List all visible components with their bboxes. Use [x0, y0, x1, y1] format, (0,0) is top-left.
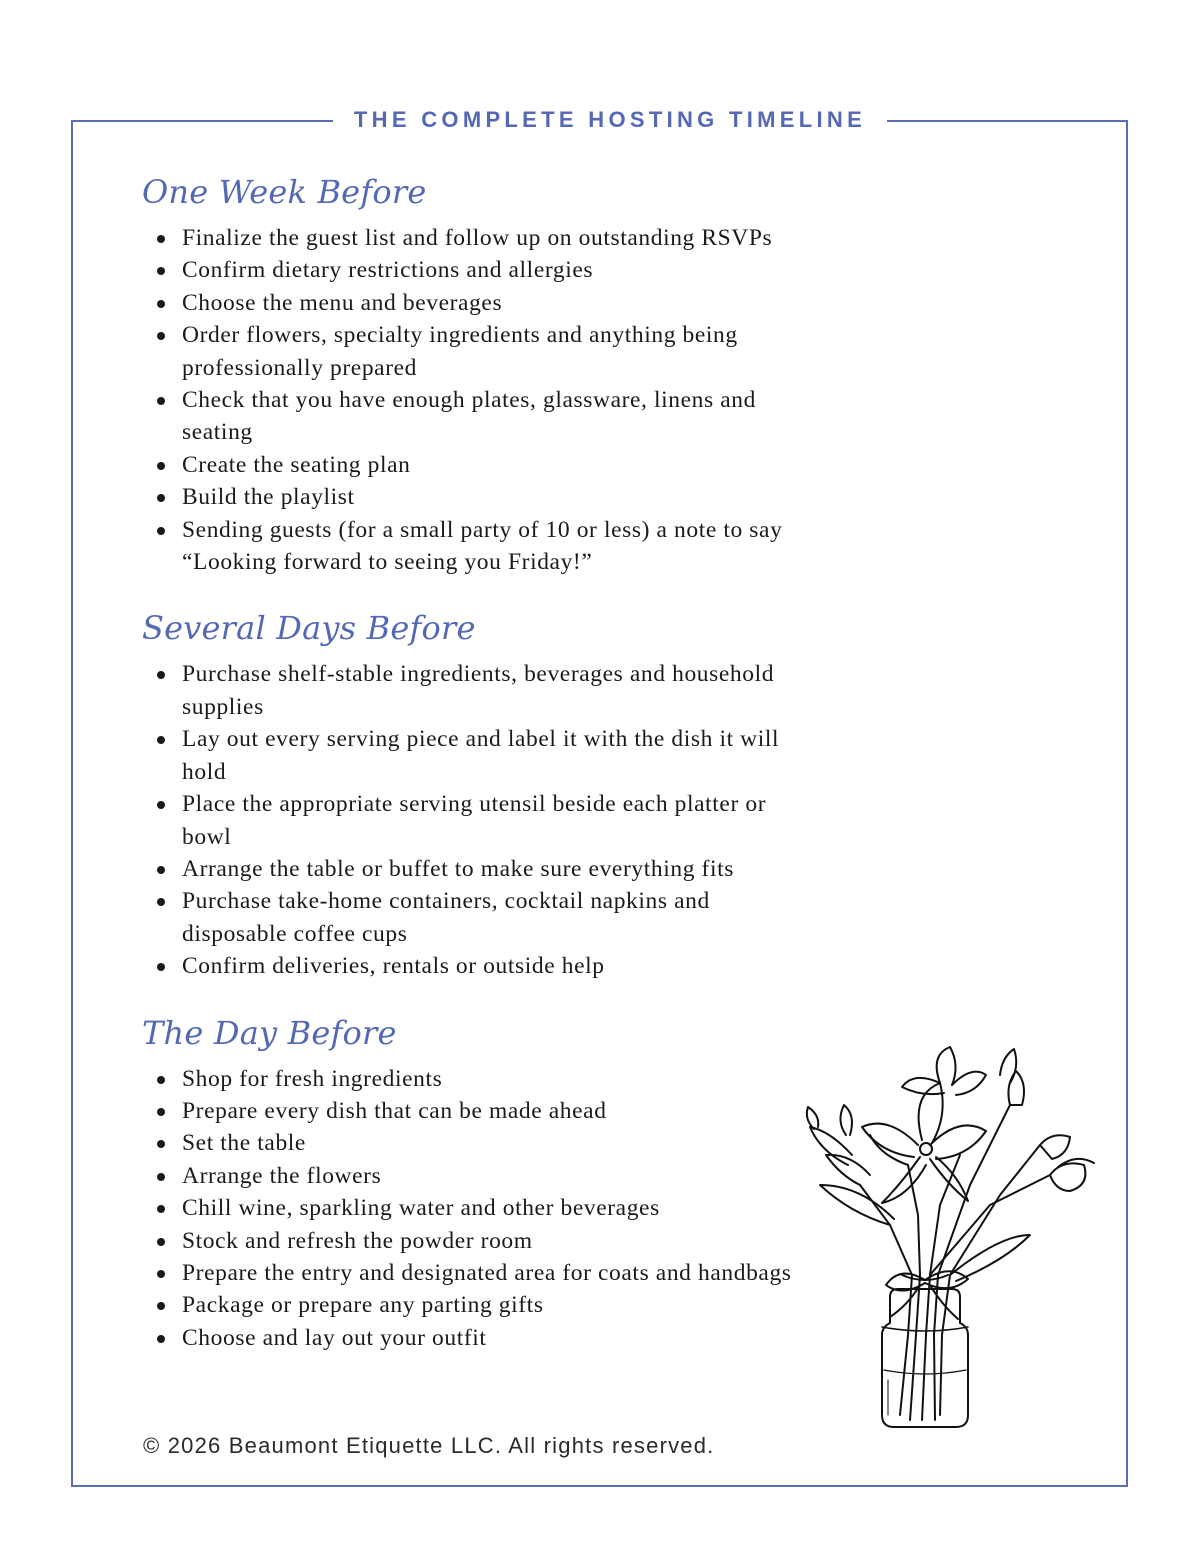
bullet-icon [157, 898, 165, 906]
list-item: Choose the menu and beverages [142, 287, 802, 319]
list-item: Package or prepare any parting gifts [142, 1289, 802, 1321]
section-title: One Week Before [142, 173, 427, 211]
bullet-icon [157, 963, 165, 971]
list-item: Build the playlist [142, 481, 802, 513]
bullet-icon [157, 801, 165, 809]
list-item: Arrange the flowers [142, 1160, 802, 1192]
bullet-icon [157, 527, 165, 535]
list-item: Sending guests (for a small party of 10 or less) a note to say “Looking forward to seeing you Friday!” [142, 514, 802, 579]
bullet-icon [157, 1076, 165, 1084]
list-item: Purchase take-home containers, cocktail napkins and disposable coffee cups [142, 885, 802, 950]
section-one-week-before [142, 168, 802, 578]
flower-vase-icon [790, 1035, 1110, 1435]
list-item: Confirm dietary restrictions and allergies [142, 254, 802, 286]
list-item: Prepare every dish that can be made ahead [142, 1095, 802, 1127]
bullet-icon [157, 671, 165, 679]
bullet-icon [157, 1205, 165, 1213]
bullet-icon [157, 1270, 165, 1278]
checklist [142, 222, 802, 578]
section-title: The Day Before [142, 1013, 397, 1052]
bullet-icon [157, 267, 165, 275]
bullet-icon [157, 1238, 165, 1246]
list-item: Finalize the guest list and follow up on outstanding RSVPs [142, 222, 802, 254]
list-item: Place the appropriate serving utensil beside each platter or bowl [142, 788, 802, 853]
checklist [142, 1063, 802, 1355]
list-item: Create the seating plan [142, 449, 802, 481]
bullet-icon [157, 462, 165, 470]
bullet-icon [157, 494, 165, 502]
checklist [142, 658, 802, 982]
section-title: Several Days Before [142, 609, 476, 648]
list-item: Purchase shelf-stable ingredients, beverages and household supplies [142, 658, 802, 723]
bullet-icon [157, 1108, 165, 1116]
bullet-icon [157, 300, 165, 308]
list-item: Lay out every serving piece and label it with the dish it will hold [142, 723, 802, 788]
timeline-content [142, 168, 802, 1354]
bullet-icon [157, 332, 165, 340]
list-item: Arrange the table or buffet to make sure everything fits [142, 853, 802, 885]
list-item: Choose and lay out your outfit [142, 1322, 802, 1354]
bullet-icon [157, 397, 165, 405]
page-title: THE COMPLETE HOSTING TIMELINE [333, 105, 887, 135]
list-item: Check that you have enough plates, glassware, linens and seating [142, 384, 802, 449]
copyright-text: © 2026 Beaumont Etiquette LLC. All rights reserved. [143, 1433, 715, 1458]
bullet-icon [157, 736, 165, 744]
bullet-icon [157, 1335, 165, 1343]
list-item: Order flowers, specialty ingredients and anything being professionally prepared [142, 319, 802, 384]
bullet-icon [157, 866, 165, 874]
bullet-icon [157, 1140, 165, 1148]
bullet-icon [157, 235, 165, 243]
list-item: Stock and refresh the powder room [142, 1225, 802, 1257]
section-several-days-before [142, 604, 802, 982]
list-item: Shop for fresh ingredients [142, 1063, 802, 1095]
bullet-icon [157, 1302, 165, 1310]
list-item: Prepare the entry and designated area for coats and handbags [142, 1257, 802, 1289]
list-item: Confirm deliveries, rentals or outside help [142, 950, 802, 982]
bullet-icon [157, 1173, 165, 1181]
list-item: Set the table [142, 1127, 802, 1159]
list-item: Chill wine, sparkling water and other beverages [142, 1192, 802, 1224]
section-the-day-before [142, 1009, 802, 1355]
